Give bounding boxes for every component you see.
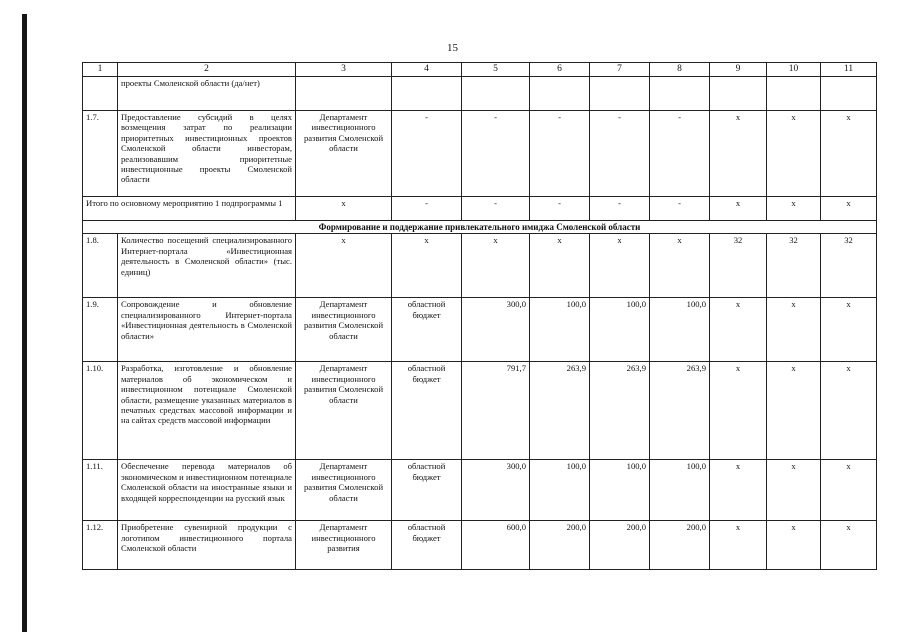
row-value-year1: х	[530, 234, 590, 298]
header-cell: 6	[530, 63, 590, 77]
row-indicator-1: х	[710, 298, 767, 362]
row-indicator-2	[767, 77, 821, 111]
header-cell: 8	[650, 63, 710, 77]
program-table	[82, 62, 877, 570]
row-indicator-3: х	[821, 298, 877, 362]
row-value-year2: -	[590, 111, 650, 197]
row-funding-source: -	[392, 111, 462, 197]
row-value-year2	[590, 77, 650, 111]
header-cell: 3	[296, 63, 392, 77]
row-number: 1.10.	[83, 362, 118, 460]
row-indicator-2: х	[767, 362, 821, 460]
row-value-year2: 100,0	[590, 460, 650, 521]
subtotal-label: Итого по основному мероприятию 1 подпрограммы 1	[83, 197, 296, 221]
row-indicator-1: х	[710, 460, 767, 521]
row-number: 1.7.	[83, 111, 118, 197]
row-indicator-3: 32	[821, 234, 877, 298]
subtotal-value-total: -	[462, 197, 530, 221]
row-indicator-1	[710, 77, 767, 111]
row-value-year1	[530, 77, 590, 111]
row-description: Обеспечение перевода материалов об экономическом и инвестиционном потенциале Смоленской области на иностранные языки и входящей корреспонденции на русский язык	[118, 460, 296, 521]
row-executor: Департамент инвестиционного развития Смоленской области	[296, 298, 392, 362]
row-number: 1.12.	[83, 521, 118, 570]
row-executor: Департамент инвестиционного развития	[296, 521, 392, 570]
row-value-year1: 100,0	[530, 298, 590, 362]
row-executor: Департамент инвестиционного развития Смоленской области	[296, 460, 392, 521]
subtotal-value-year3: -	[650, 197, 710, 221]
row-indicator-3: х	[821, 460, 877, 521]
row-description: Количество посещений специализированного Интернет-портала «Инвестиционная деятельность в Смоленской области» (тыс. единиц)	[118, 234, 296, 298]
header-cell: 11	[821, 63, 877, 77]
row-indicator-2: х	[767, 298, 821, 362]
row-value-year2: 100,0	[590, 298, 650, 362]
row-indicator-1: х	[710, 111, 767, 197]
row-value-year2: х	[590, 234, 650, 298]
subtotal-indicator-1: х	[710, 197, 767, 221]
header-cell: 7	[590, 63, 650, 77]
row-value-year3: 100,0	[650, 298, 710, 362]
row-indicator-1: х	[710, 362, 767, 460]
row-indicator-2: х	[767, 460, 821, 521]
header-cell: 2	[118, 63, 296, 77]
subtotal-row	[83, 197, 877, 221]
row-indicator-3	[821, 77, 877, 111]
row-number: 1.8.	[83, 234, 118, 298]
row-value-total: 300,0	[462, 460, 530, 521]
row-executor: Департамент инвестиционного развития Смоленской области	[296, 111, 392, 197]
subtotal-value-year1: -	[530, 197, 590, 221]
row-indicator-3: х	[821, 362, 877, 460]
table-row	[83, 234, 877, 298]
table-row	[83, 521, 877, 570]
header-cell: 4	[392, 63, 462, 77]
row-executor: х	[296, 234, 392, 298]
header-cell: 9	[710, 63, 767, 77]
table-row	[83, 77, 877, 111]
row-number: 1.9.	[83, 298, 118, 362]
row-value-total	[462, 77, 530, 111]
subtotal-indicator-2: х	[767, 197, 821, 221]
scan-margin-bar	[22, 14, 27, 632]
row-indicator-3: х	[821, 521, 877, 570]
row-value-total: 300,0	[462, 298, 530, 362]
row-value-total: 791,7	[462, 362, 530, 460]
row-funding-source: областной бюджет	[392, 521, 462, 570]
row-executor	[296, 77, 392, 111]
section-title-row	[83, 221, 877, 234]
header-cell: 10	[767, 63, 821, 77]
row-description: Приобретение сувенирной продукции с логотипом инвестиционного портала Смоленской области	[118, 521, 296, 570]
row-value-total: х	[462, 234, 530, 298]
row-funding-source: областной бюджет	[392, 298, 462, 362]
row-value-year3	[650, 77, 710, 111]
row-value-year3: 100,0	[650, 460, 710, 521]
table-row	[83, 111, 877, 197]
row-funding-source: областной бюджет	[392, 362, 462, 460]
table-row	[83, 460, 877, 521]
row-value-year1: 200,0	[530, 521, 590, 570]
subtotal-value-year2: -	[590, 197, 650, 221]
row-value-total: 600,0	[462, 521, 530, 570]
row-indicator-2: х	[767, 521, 821, 570]
row-description: Предоставление субсидий в целях возмещения затрат по реализации приоритетных инвестиционных проектов Смоленской области инвесторам, реализовавшим приоритетные инвестиционные проекты Смоленской области	[118, 111, 296, 197]
header-cell: 1	[83, 63, 118, 77]
table-header-row	[83, 63, 877, 77]
row-description: проекты Смоленской области (да/нет)	[118, 77, 296, 111]
row-value-year2: 200,0	[590, 521, 650, 570]
row-description: Разработка, изготовление и обновление материалов об экономическом и инвестиционном потенциале Смоленской области, размещение указанных материалов в печатных средствах массовой информации и на сайтах средств массовой информации	[118, 362, 296, 460]
subtotal-indicator-3: х	[821, 197, 877, 221]
table-row	[83, 362, 877, 460]
section-title: Формирование и поддержание привлекательного имиджа Смоленской области	[83, 221, 877, 234]
row-value-total: -	[462, 111, 530, 197]
row-value-year1: 100,0	[530, 460, 590, 521]
row-value-year2: 263,9	[590, 362, 650, 460]
row-funding-source: областной бюджет	[392, 460, 462, 521]
row-number: 1.11.	[83, 460, 118, 521]
row-value-year3: 263,9	[650, 362, 710, 460]
header-cell: 5	[462, 63, 530, 77]
row-number	[83, 77, 118, 111]
row-indicator-1: х	[710, 521, 767, 570]
subtotal-executor: х	[296, 197, 392, 221]
row-description: Сопровождение и обновление специализированного Интернет-портала «Инвестиционная деятельность в Смоленской области»	[118, 298, 296, 362]
row-value-year3: -	[650, 111, 710, 197]
row-value-year1: 263,9	[530, 362, 590, 460]
page-number: 15	[447, 42, 458, 54]
row-executor: Департамент инвестиционного развития Смоленской области	[296, 362, 392, 460]
row-value-year3: х	[650, 234, 710, 298]
subtotal-funding-source: -	[392, 197, 462, 221]
row-value-year3: 200,0	[650, 521, 710, 570]
row-funding-source	[392, 77, 462, 111]
table-row	[83, 298, 877, 362]
row-indicator-3: х	[821, 111, 877, 197]
row-indicator-2: 32	[767, 234, 821, 298]
row-indicator-2: х	[767, 111, 821, 197]
row-funding-source: х	[392, 234, 462, 298]
row-value-year1: -	[530, 111, 590, 197]
row-indicator-1: 32	[710, 234, 767, 298]
